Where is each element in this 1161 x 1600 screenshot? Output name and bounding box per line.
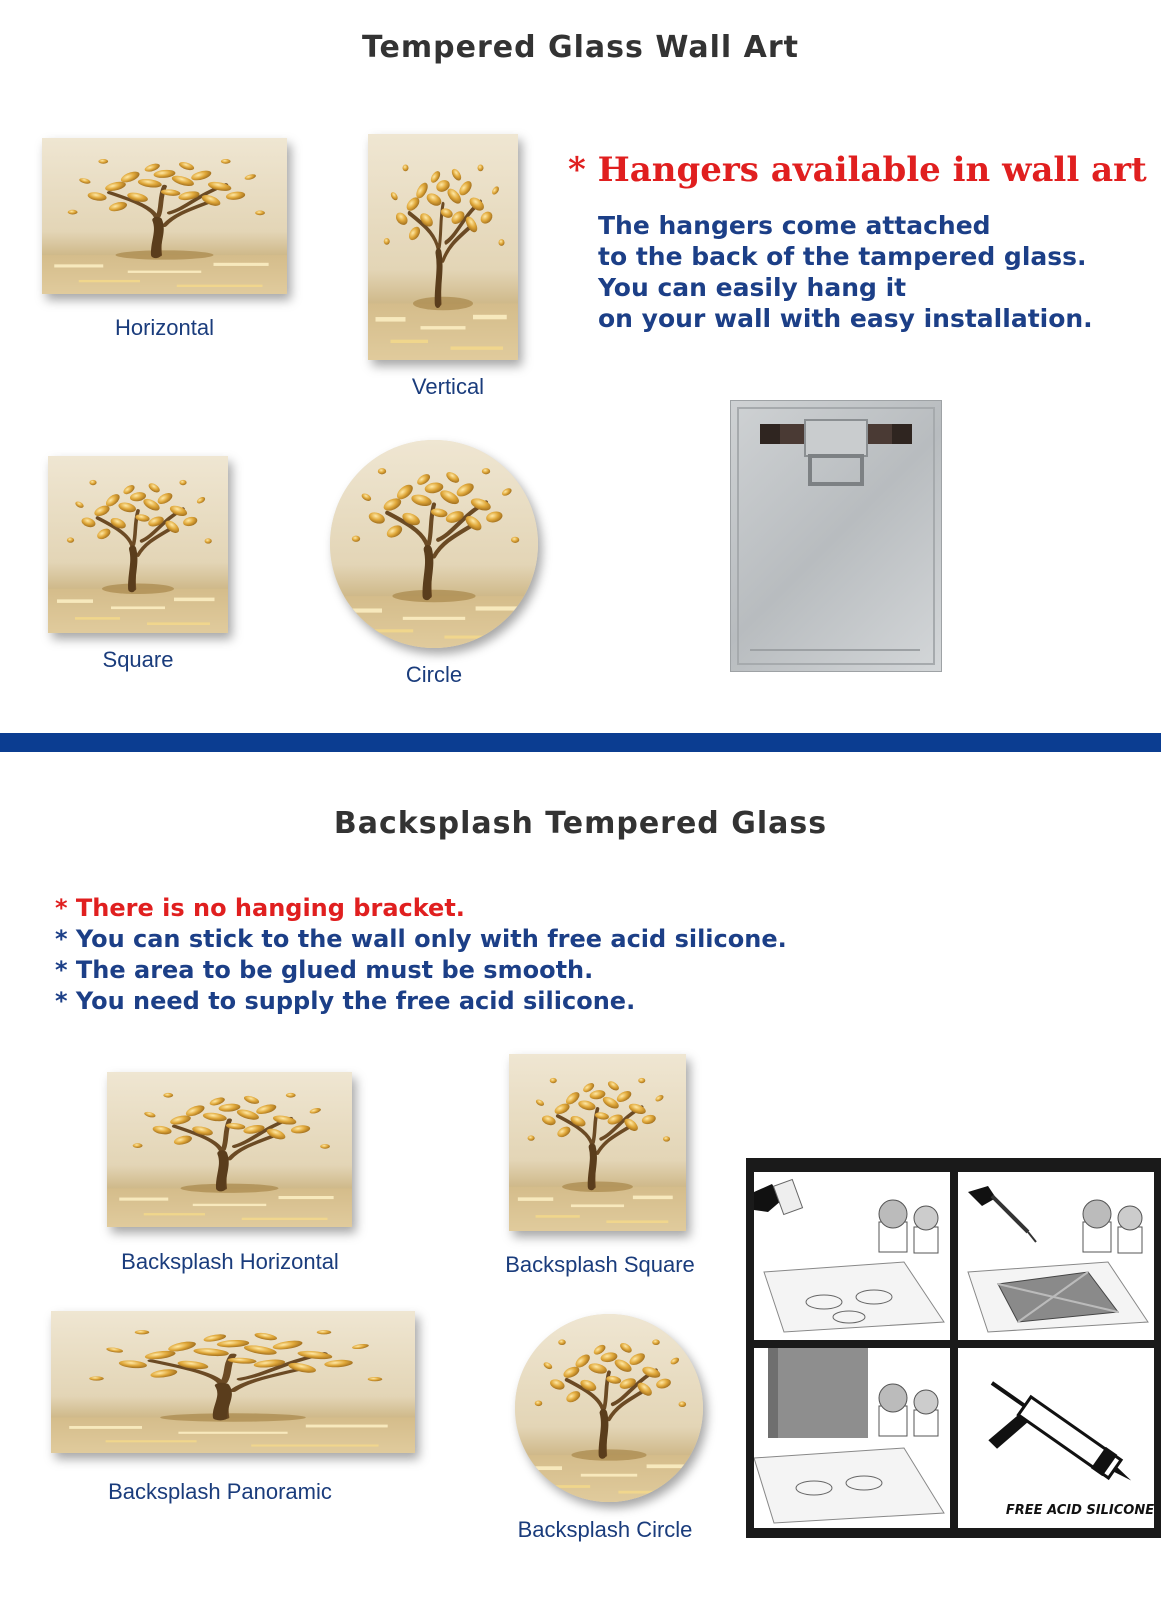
vertical-art-image bbox=[368, 134, 518, 360]
note-supply: * You need to supply the free acid silicone. bbox=[55, 987, 636, 1015]
horizontal-label: Horizontal bbox=[114, 315, 215, 340]
hanger-description bbox=[598, 210, 1158, 334]
circle-art-image bbox=[330, 440, 538, 648]
backsplash-notes bbox=[55, 893, 1055, 1017]
silicone-gun-icon bbox=[958, 1348, 1154, 1528]
note-smooth: * The area to be glued must be smooth. bbox=[55, 956, 594, 984]
backsplash-horizontal-image bbox=[107, 1072, 352, 1227]
hanger-line: on your wall with easy installation. bbox=[598, 304, 1093, 333]
backsplash-panoramic-image bbox=[51, 1311, 415, 1453]
circle-label: Circle bbox=[405, 662, 463, 687]
silicone-label: FREE ACID SILICONE bbox=[1005, 1503, 1155, 1518]
note-no-bracket: * There is no hanging bracket. bbox=[55, 894, 465, 922]
hanger-line: The hangers come attached bbox=[598, 211, 991, 240]
backsplash-square-image bbox=[509, 1054, 686, 1231]
horizontal-art-image bbox=[42, 138, 287, 294]
section-divider bbox=[0, 733, 1161, 752]
hanger-line: You can easily hang it bbox=[598, 273, 907, 302]
step-panel-apply bbox=[958, 1172, 1154, 1340]
backsplash-square-label: Backsplash Square bbox=[505, 1252, 695, 1277]
wall-art-title: Tempered Glass Wall Art bbox=[362, 30, 799, 65]
backsplash-horizontal-label: Backsplash Horizontal bbox=[121, 1249, 339, 1274]
step-panel-installed bbox=[754, 1348, 950, 1528]
note-silicone: * You can stick to the wall only with free acid silicone. bbox=[55, 925, 787, 953]
hanger-line: to the back of the tampered glass. bbox=[598, 242, 1087, 271]
step-panel-place bbox=[754, 1172, 950, 1340]
hanger-bracket-image bbox=[730, 400, 942, 672]
square-art-image bbox=[48, 456, 228, 633]
square-label: Square bbox=[102, 647, 174, 672]
backsplash-panoramic-label: Backsplash Panoramic bbox=[108, 1479, 332, 1504]
backsplash-circle-label: Backsplash Circle bbox=[517, 1517, 693, 1542]
vertical-label: Vertical bbox=[411, 374, 485, 399]
installation-steps-illustration bbox=[746, 1158, 1161, 1538]
backsplash-title: Backsplash Tempered Glass bbox=[333, 806, 828, 841]
backsplash-circle-image bbox=[515, 1314, 703, 1502]
hanger-title: * Hangers available in wall art bbox=[568, 150, 1147, 190]
step-panel-silicone-gun bbox=[958, 1348, 1154, 1528]
